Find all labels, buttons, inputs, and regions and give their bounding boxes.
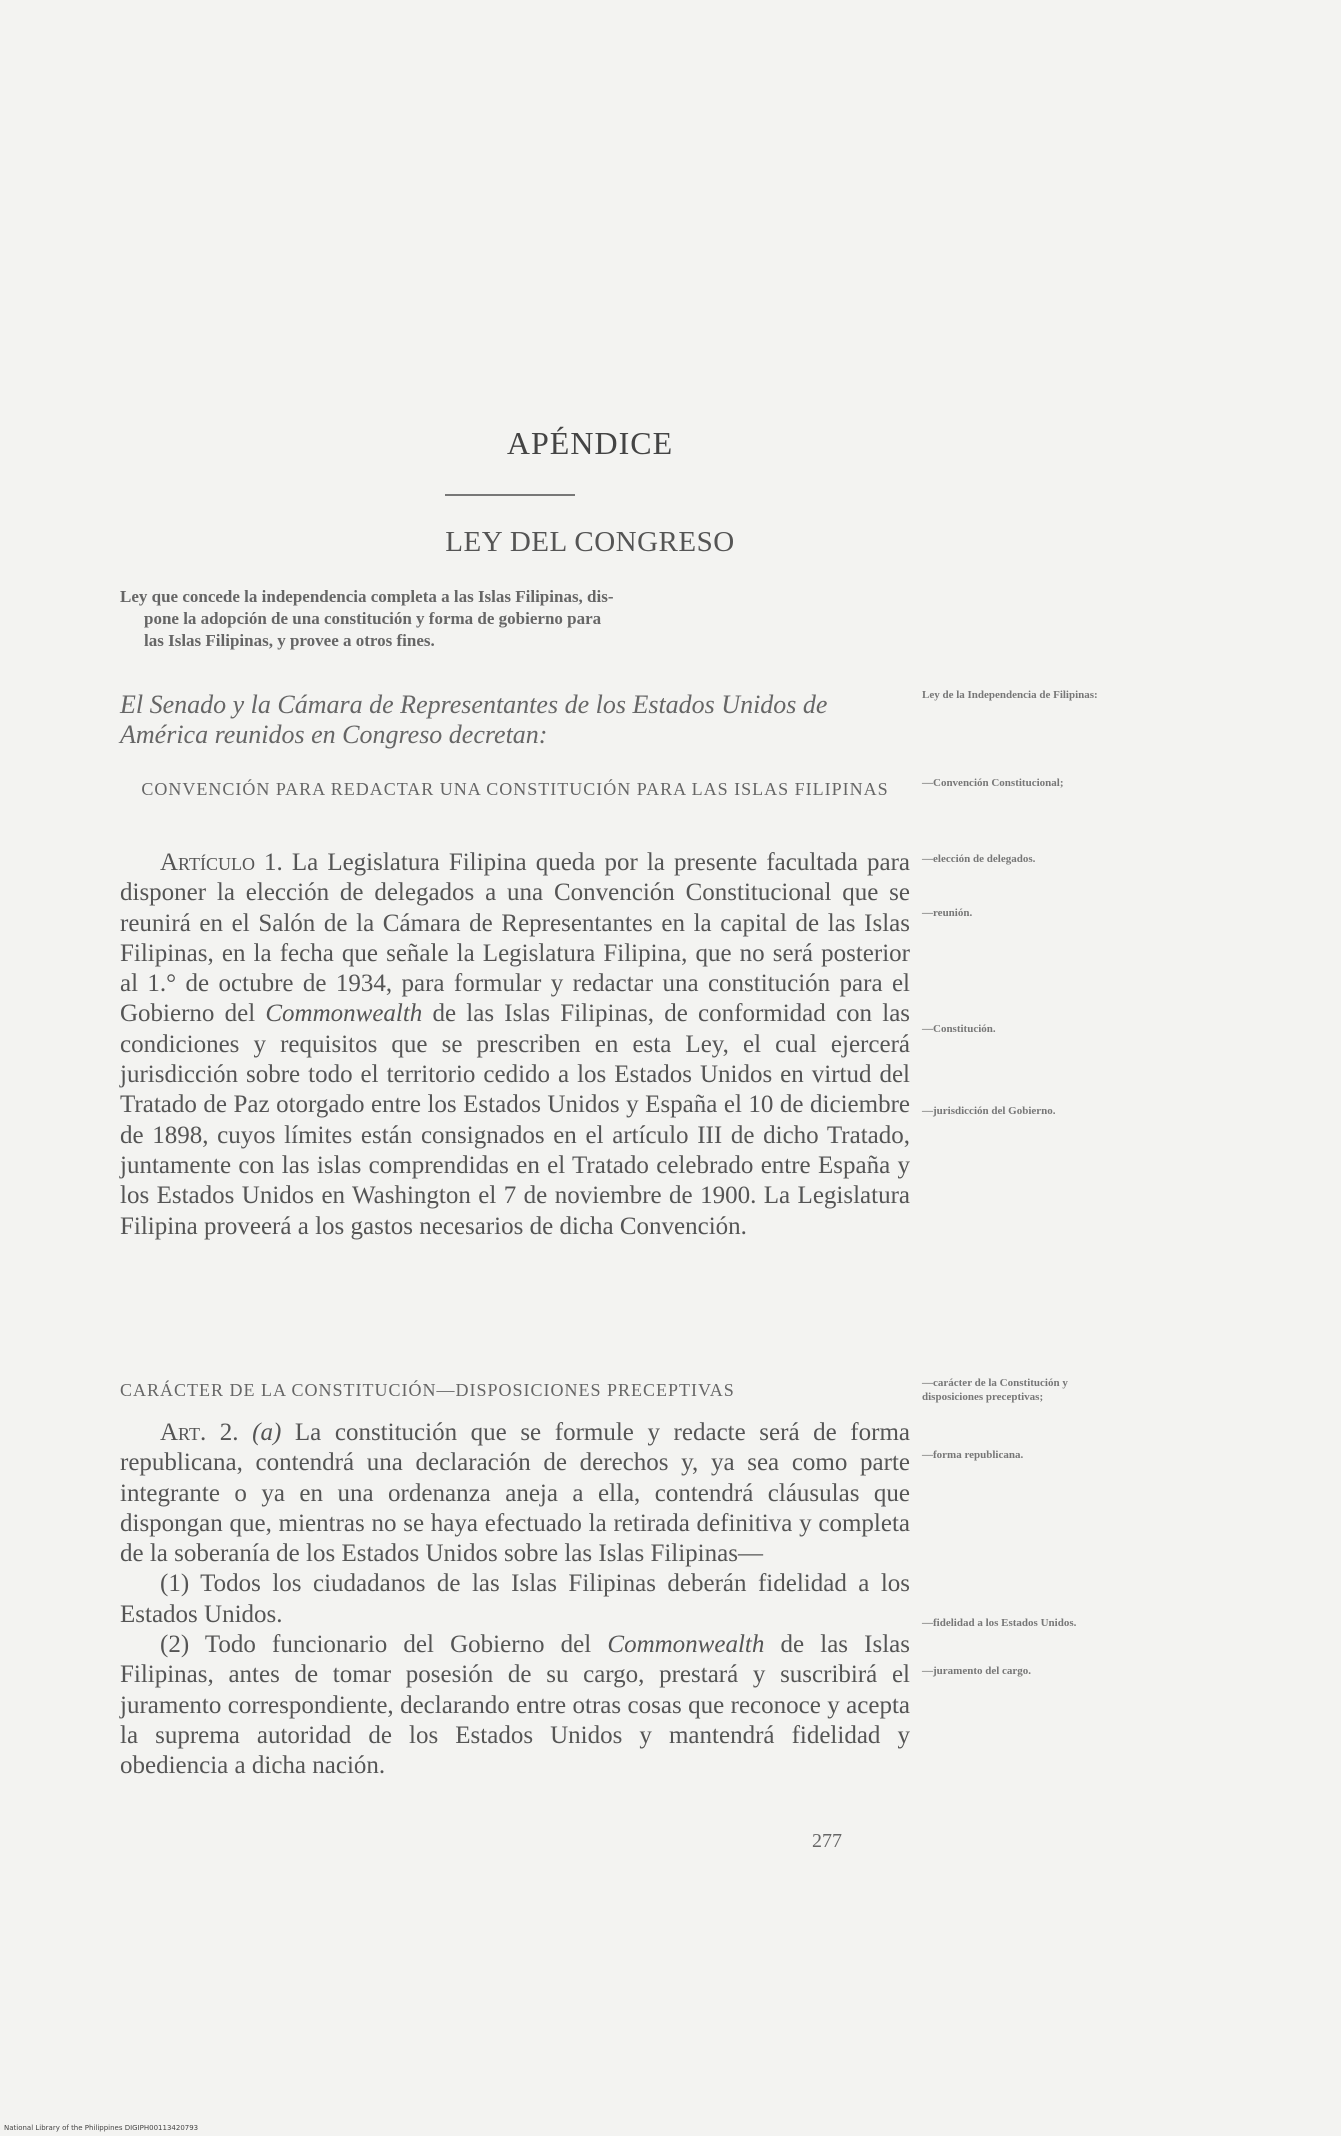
scan-footer: National Library of the Philippines DIGIPH00113420793 [4, 2124, 199, 2132]
margin-note: —Convención Constitucional; [922, 777, 1064, 789]
page-number: 277 [812, 1830, 842, 1852]
article-1-commonwealth: Commonwealth [265, 1000, 423, 1028]
description-line: pone la adopción de una constitución y forma de gobierno para [144, 609, 602, 628]
article-2-item-2b: de las Islas Filipinas, antes de tomar posesión de su cargo, prestará y suscribirá el juramento correspondiente, declarando entre otras cosas que reconoce y acepta la suprema autoridad de los Estados Unidos y mantendrá fidelidad y obediencia a dicha nación. [120, 1631, 910, 1780]
margin-note: —elección de delegados. [922, 853, 1036, 865]
article-2-sub: (a) [252, 1419, 282, 1446]
article-2-item-2-commonwealth: Commonwealth [607, 1631, 765, 1659]
article-1-text-a: La Legislatura Filipina queda por la presente facultada para disponer la elección de delegados a una Convención Constitucional que se reunirá en el Salón de la Cámara de Representantes en la capital de las Islas Filipinas, en la fecha que señale la Legislatura Filipina, que no será posterior al 1.° de octubre de 1934, para formular y redactar una constitución para el Gobierno del [120, 849, 911, 1028]
article-1-label: Artículo 1. [160, 849, 283, 876]
article-2 [120, 1418, 910, 1782]
margin-note: —reunión. [922, 907, 973, 919]
margin-note: —fidelidad a los Estados Unidos. [922, 1617, 1077, 1629]
section-heading-convention: CONVENCIÓN PARA REDACTAR UNA CONSTITUCIÓN PARA LAS ISLAS FILIPINAS [141, 779, 889, 799]
enacting-clause: El Senado y la Cámara de Representantes de los Estados Unidos de América reunidos en Congreso decretan: [120, 690, 828, 749]
article-1 [120, 848, 910, 1242]
title-divider [445, 494, 575, 496]
article-2-label: Art. 2. [160, 1419, 239, 1446]
margin-note: —juramento del cargo. [922, 1665, 1032, 1677]
article-1-text-b: de las Islas Filipinas, de conformidad con las condiciones y requisitos que se prescriben en esta Ley, el cual ejercerá jurisdicción sobre todo el territorio cedido a los Estados Unidos en virtud del Tratado de Paz otorgado entre los Estados Unidos y España el 10 de diciembre de 1898, cuyos límites están consignados en el artículo III de dicho Tratado, juntamente con las islas comprendidas en el Tratado celebrado entre España y los Estados Unidos en Washington el 7 de noviembre de 1900. La Legislatura Filipina proveerá a los gastos necesarios de dicha Convención. [120, 1000, 911, 1240]
margin-note: —forma republicana. [922, 1449, 1024, 1461]
margin-note: —carácter de la Constitución y disposiciones preceptivas; [922, 1377, 1068, 1403]
act-description [120, 586, 910, 652]
margin-note: —jurisdicción del Gobierno. [922, 1105, 1056, 1117]
description-line: Ley que concede la independencia completa a las Islas Filipinas, dis- [120, 587, 614, 606]
description-line: las Islas Filipinas, y provee a otros fines. [144, 631, 435, 650]
article-2-item-2a: (2) Todo funcionario del Gobierno del [160, 1631, 592, 1659]
article-2-item-1: (1) Todos los ciudadanos de las Islas Filipinas deberán fidelidad a los Estados Unidos. [120, 1570, 910, 1628]
margin-note: Ley de la Independencia de Filipinas: [922, 689, 1098, 701]
section-heading-character: CARÁCTER DE LA CONSTITUCIÓN—DISPOSICIONES PRECEPTIVAS [120, 1380, 735, 1400]
article-2-intro: La constitución que se formule y redacte será de forma republicana, contendrá una declaración de derechos y, ya sea como parte integrante o ya en una ordenanza aneja a ella, contendrá cláusulas que dispongan que, mientras no se haya efectuado la retirada definitiva y completa de la soberanía de los Estados Unidos sobre las Islas Filipinas— [120, 1419, 911, 1568]
page-subtitle: LEY DEL CONGRESO [445, 526, 735, 558]
page-title: APÉNDICE [506, 425, 674, 461]
margin-note: —Constitución. [922, 1023, 996, 1035]
